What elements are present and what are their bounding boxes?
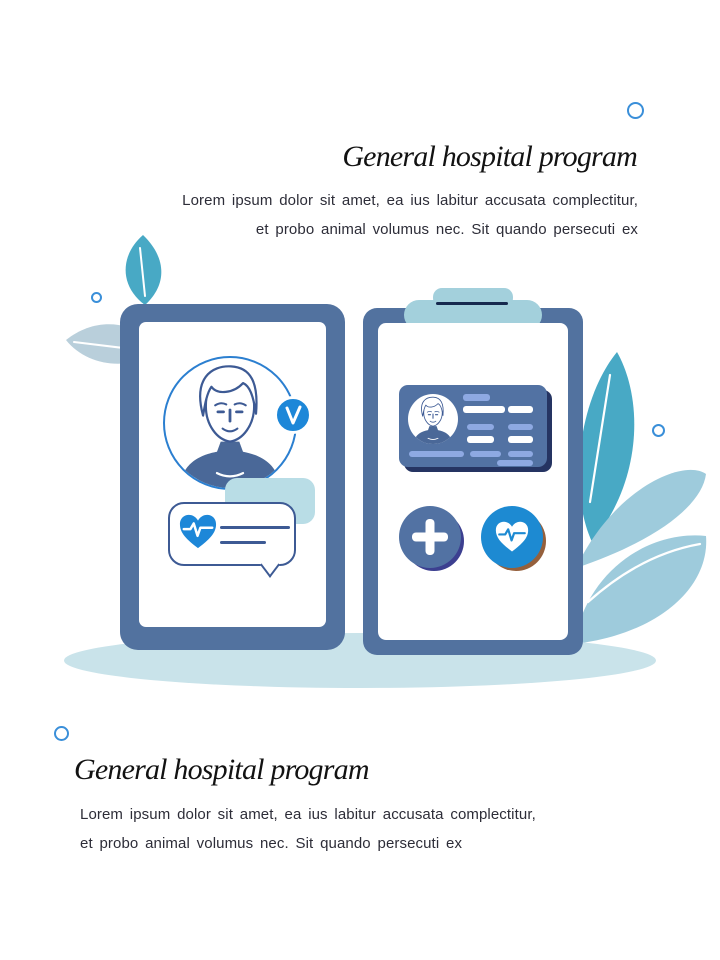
phone-device — [120, 304, 345, 650]
card-text-bar — [467, 424, 494, 430]
card-text-bar — [470, 451, 501, 457]
decor-circle-icon — [652, 424, 665, 437]
card-text-bar — [409, 451, 464, 457]
card-text-bar — [463, 406, 505, 413]
clipboard-device — [363, 308, 583, 655]
chat-text-bar — [220, 526, 290, 529]
chat-text-bar — [220, 541, 266, 544]
decor-circle-icon — [91, 292, 102, 303]
right-leaves-decoration — [562, 340, 712, 652]
bottom-title: General hospital program — [74, 752, 369, 786]
phone-screen — [139, 322, 326, 627]
plus-cross-icon — [399, 506, 461, 568]
top-title: General hospital program — [342, 140, 637, 174]
verified-check-icon — [274, 396, 312, 434]
clipboard-clip-line — [436, 302, 508, 305]
card-text-bar — [508, 406, 533, 413]
card-text-bar — [467, 436, 494, 443]
decor-circle-icon — [54, 726, 69, 741]
patient-id-card — [399, 385, 547, 467]
clipboard-paper — [378, 323, 568, 640]
card-text-bar — [508, 436, 533, 443]
card-text-bar — [508, 451, 533, 457]
top-paragraph-line2: et probo animal volumus nec. Sit quando persecuti ex — [255, 221, 638, 238]
chat-bubble — [168, 502, 296, 566]
card-avatar-icon — [408, 394, 458, 444]
heart-pulse-icon — [177, 513, 219, 551]
heart-pulse-button-icon — [481, 506, 543, 568]
decor-circle-icon — [627, 102, 644, 119]
top-paragraph — [182, 186, 638, 244]
top-paragraph-line1: Lorem ipsum dolor sit amet, ea ius labitur accusata complectitur, — [182, 192, 638, 209]
bottom-paragraph-line1: Lorem ipsum dolor sit amet, ea ius labitur accusata complectitur, — [80, 806, 536, 823]
bottom-paragraph — [80, 800, 536, 858]
card-text-bar — [463, 394, 490, 401]
bottom-paragraph-line2: et probo animal volumus nec. Sit quando persecuti ex — [80, 835, 463, 852]
card-text-bar — [497, 460, 533, 466]
card-text-bar — [508, 424, 533, 430]
